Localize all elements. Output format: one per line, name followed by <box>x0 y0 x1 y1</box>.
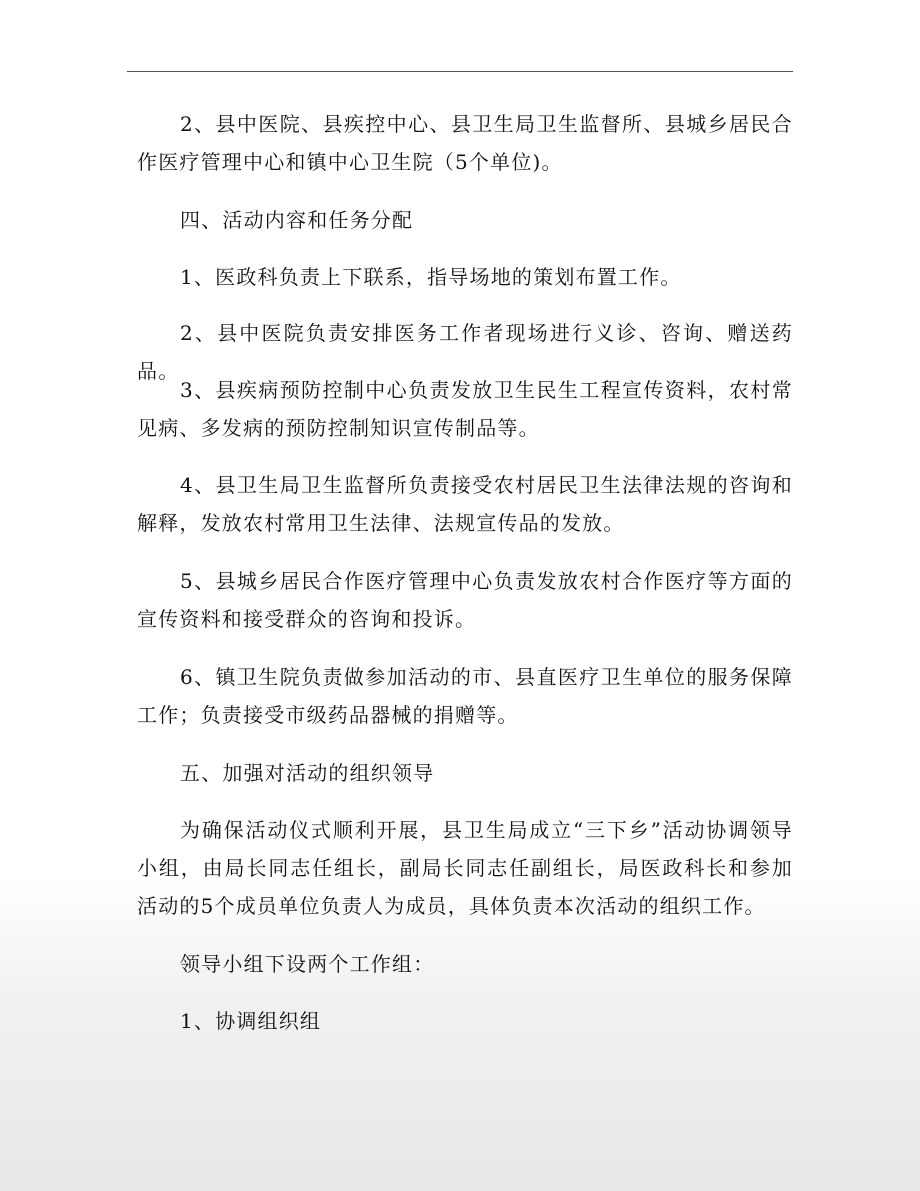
paragraph-task-1: 1、医政科负责上下联系，指导场地的策划布置工作。 <box>180 265 682 289</box>
paragraph-task-2: 2、县中医院负责安排医务工作者现场进行义诊、咨询、赠送药品。 <box>137 321 793 383</box>
header-rule <box>127 71 793 72</box>
paragraph-leading-group: 为确保活动仪式顺利开展，县卫生局成立“三下乡”活动协调领导小组，由局长同志任组长，副局长同志任副组长，局医政科长和参加活动的5个成员单位负责人为成员，具体负责本次活动的组织工作。 <box>137 818 793 918</box>
paragraph-task-6: 6、镇卫生院负责做参加活动的市、县直医疗卫生单位的服务保障工作；负责接受市级药品器械的捐赠等。 <box>137 665 793 727</box>
paragraph-task-5: 5、县城乡居民合作医疗管理中心负责发放农村合作医疗等方面的宣传资料和接受群众的咨询和投诉。 <box>137 569 793 631</box>
paragraph-units: 2、县中医院、县疾控中心、县卫生局卫生监督所、县城乡居民合作医疗管理中心和镇中心卫生院（5个单位)。 <box>137 112 793 174</box>
heading-organization: 五、加强对活动的组织领导 <box>180 761 435 785</box>
paragraph-working-groups: 领导小组下设两个工作组： <box>180 952 435 976</box>
paragraph-coordination-group: 1、协调组织组 <box>180 1009 322 1033</box>
paragraph-task-3: 3、县疾病预防控制中心负责发放卫生民生工程宣传资料，农村常见病、多发病的预防控制知识宣传制品等。 <box>137 378 793 440</box>
paragraph-task-4: 4、县卫生局卫生监督所负责接受农村居民卫生法律法规的咨询和解释，发放农村常用卫生法律、法规宣传品的发放。 <box>137 473 793 535</box>
heading-activity-content: 四、活动内容和任务分配 <box>180 208 414 232</box>
